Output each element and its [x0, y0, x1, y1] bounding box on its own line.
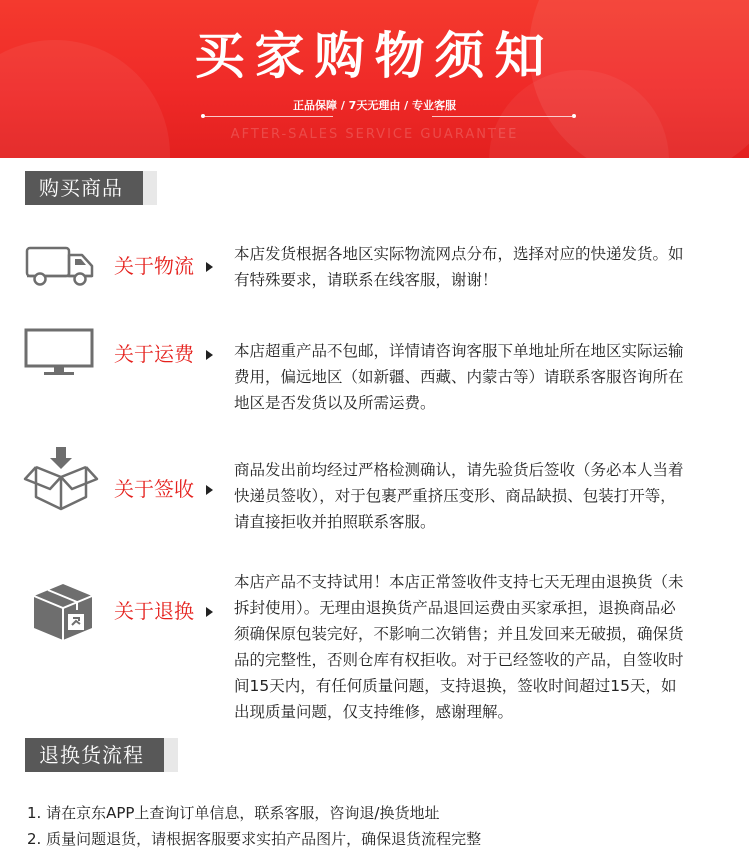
package-receive-icon: [22, 445, 100, 517]
list-item: 1. 请在京东APP上查询订单信息，联系客服，咨询退/换货地址: [27, 804, 440, 822]
return-process-list: [27, 800, 727, 852]
return-exchange-label: 关于退换: [114, 599, 194, 623]
sign-for-text: 商品发出前均经过严格检测确认，请先验货后签收（务必本人当着快递员签收），对于包裹严重挤压变形、商品缺损、包装打开等，请直接拒收并拍照联系客服。: [234, 461, 684, 531]
monitor-icon: [24, 328, 96, 382]
banner-english-subtitle: AFTER-SALES SERVICE GUARANTEE: [230, 127, 519, 142]
truck-icon: [24, 245, 98, 291]
banner-divider-dot: [572, 114, 576, 118]
section-title-buy: 购买商品: [25, 171, 143, 205]
banner-divider-line: [205, 116, 333, 117]
arrow-right-icon: [206, 262, 213, 272]
banner-divider-line: [432, 116, 572, 117]
page-title: 买家购物须知: [194, 27, 555, 85]
section-title-return-process: 退换货流程: [25, 738, 164, 772]
shipping-fee-label: 关于运费: [114, 342, 194, 366]
sign-for-label: 关于签收: [114, 477, 194, 501]
arrow-right-icon: [206, 485, 213, 495]
return-box-icon: [30, 580, 96, 648]
logistics-label: 关于物流: [114, 254, 194, 278]
arrow-right-icon: [206, 350, 213, 360]
header-banner: [0, 0, 749, 158]
banner-subtitle: 正品保障 / 7天无理由 / 专业客服: [292, 99, 456, 112]
shipping-fee-text: 本店超重产品不包邮，详情请咨询客服下单地址所在地区实际运输费用，偏远地区（如新疆、西藏、内蒙古等）请联系客服咨询所在地区是否发货以及所需运费。: [234, 342, 684, 412]
list-item: 2. 质量问题退货，请根据客服要求实拍产品图片，确保退货流程完整: [27, 830, 482, 848]
arrow-right-icon: [206, 607, 213, 617]
return-exchange-text: 本店产品不支持试用！本店正常签收件支持七天无理由退换货（未拆封使用）。无理由退换货产品退回运费由买家承担，退换商品必须确保原包装完好，不影响二次销售；并且发回来无破损，确保货品的完整性，否则仓库有权拒收。对于已经签收的产品，自签收时间15天内，有任何质量问题，支持退换，签收时间超过15天，如出现质量问题，仅支持维修，感谢理解。: [234, 573, 684, 721]
logistics-text: 本店发货根据各地区实际物流网点分布，选择对应的快递发货。如有特殊要求，请联系在线客服，谢谢！: [234, 245, 684, 289]
